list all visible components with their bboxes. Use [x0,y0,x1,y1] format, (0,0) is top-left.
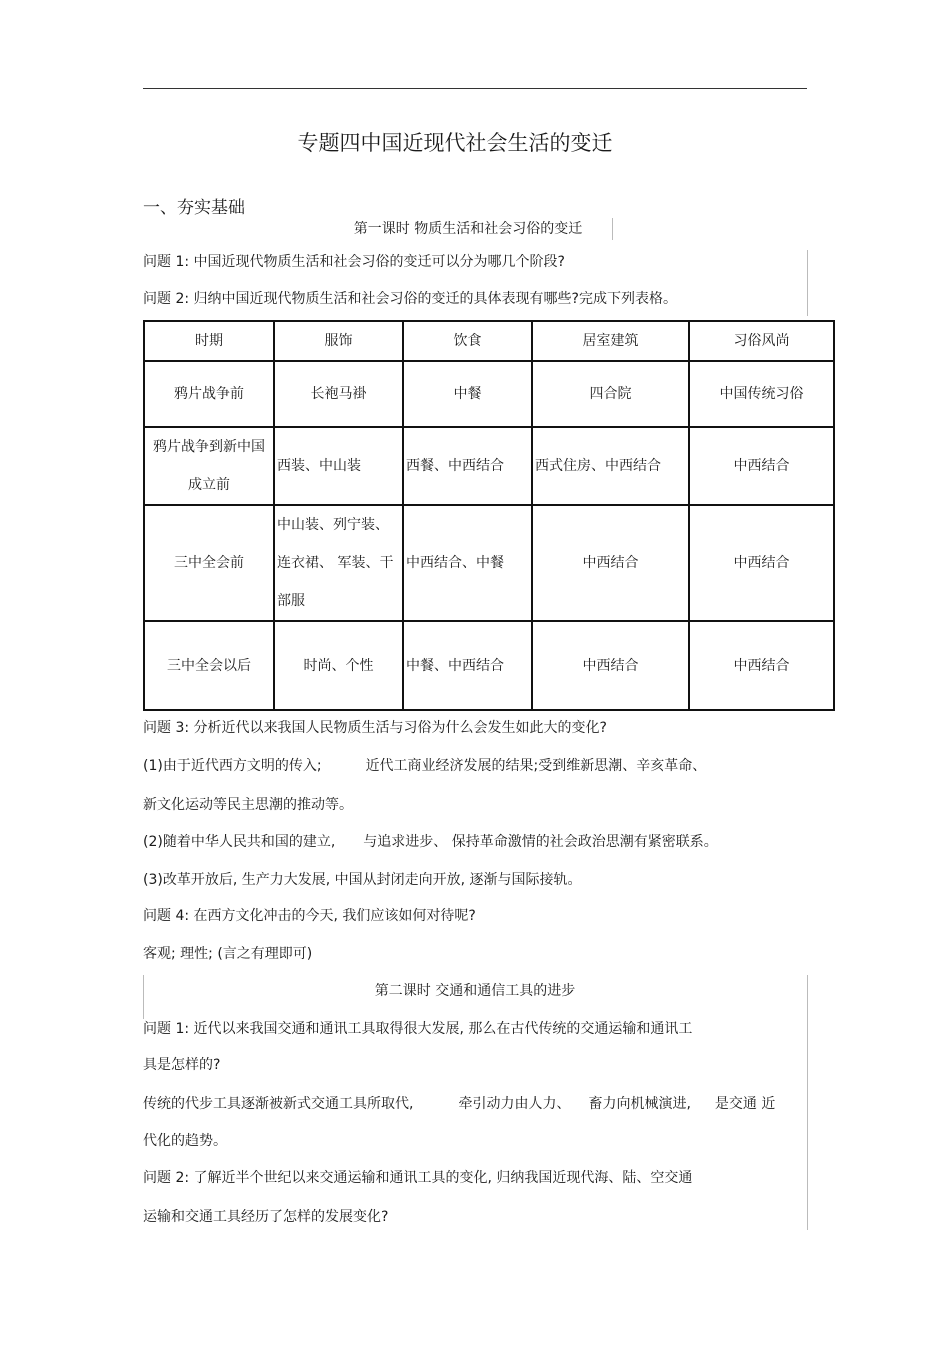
answer-4: 客观; 理性; (言之有理即可) [143,946,313,962]
table-cell: 中西结合 [689,505,834,621]
answer-text: (2)随着中华人民共和国的建立, [143,834,336,850]
table-row [144,621,834,710]
table-cell: 鸦片战争前 [144,361,274,427]
box-border-right [807,975,808,1230]
box-border-right [807,250,808,316]
answer-text: 与追求进步、 保持革命激情的社会政治思潮有紧密联系。 [363,834,718,850]
lesson-title: 第二课时 交通和通信工具的进步 [374,983,576,999]
table-cell: 时尚、个性 [274,621,403,710]
table-header-cell: 饮食 [403,321,532,361]
table-row [144,505,834,621]
answer-3-1 [143,755,706,775]
summary-table [143,320,835,711]
table-cell: 四合院 [532,361,689,427]
table-row [144,427,834,505]
answer-3-3: (3)改革开放后, 生产力大发展, 中国从封闭走向开放, 逐渐与国际接轨。 [143,872,582,888]
lesson2-answer-1 [143,1093,775,1113]
table-header-cell: 时期 [144,321,274,361]
table-cell: 中餐 [403,361,532,427]
table-cell: 中国传统习俗 [689,361,834,427]
question-2: 问题 2: 归纳中国近现代物质生活和社会习俗的变迁的具体表现有哪些?完成下列表格。 [143,291,677,307]
table-cell: 长袍马褂 [274,361,403,427]
answer-3-2 [143,831,718,851]
table-cell: 中餐、中西结合 [403,621,532,710]
lesson2-question-2: 问题 2: 了解近半个世纪以来交通运输和通讯工具的变化, 归纳我国近现代海、陆、空交通 [143,1170,693,1186]
table-cell: 西式住房、中西结合 [532,427,689,505]
table-cell: 中西结合 [532,621,689,710]
lesson-title: 第一课时 物质生活和社会习俗的变迁 [353,221,583,237]
answer-text: 牵引动力由人力、 [458,1096,571,1112]
table-cell: 中西结合 [532,505,689,621]
lesson2-answer-1-cont: 代化的趋势。 [143,1133,227,1149]
answer-text: (1)由于近代西方文明的传入; [143,758,322,774]
table-header-row [144,321,834,361]
question-3: 问题 3: 分析近代以来我国人民物质生活与习俗为什么会发生如此大的变化? [143,720,607,736]
table-header-cell: 习俗风尚 [689,321,834,361]
table-cell: 三中全会以后 [144,621,274,710]
lesson2-question-1-cont: 具是怎样的? [143,1057,221,1073]
table-cell: 中西结合、中餐 [403,505,532,621]
lesson2-question-1: 问题 1: 近代以来我国交通和通讯工具取得很大发展, 那么在古代传统的交通运输和通讯工 [143,1021,693,1037]
table-cell: 中山装、列宁装、连衣裙、 军装、干部服 [274,505,403,621]
page-title: 专题四中国近现代社会生活的变迁 [297,131,613,155]
table-row [144,361,834,427]
table-cell: 西装、中山装 [274,427,403,505]
lesson2-question-2-cont: 运输和交通工具经历了怎样的发展变化? [143,1209,389,1225]
table-cell: 鸦片战争到新中国成立前 [144,427,274,505]
question-1: 问题 1: 中国近现代物质生活和社会习俗的变迁可以分为哪几个阶段? [143,254,565,270]
table-cell: 中西结合 [689,427,834,505]
header-rule [143,88,807,89]
table-cell: 三中全会前 [144,505,274,621]
answer-text: 近代工商业经济发展的结果;受到维新思潮、辛亥革命、 [365,758,707,774]
table-header-cell: 服饰 [274,321,403,361]
answer-text: 是交通 近 [714,1096,776,1112]
table-cell: 西餐、中西结合 [403,427,532,505]
table-header-cell: 居室建筑 [532,321,689,361]
question-4: 问题 4: 在西方文化冲击的今天, 我们应该如何对待呢? [143,908,476,924]
answer-text: 畜力向机械演进, [588,1096,691,1112]
answer-3-1-cont: 新文化运动等民主思潮的推动等。 [143,797,353,813]
answer-text: 传统的代步工具逐渐被新式交通工具所取代, [143,1096,414,1112]
table-cell: 中西结合 [689,621,834,710]
section-heading: 一、夯实基础 [143,198,245,218]
